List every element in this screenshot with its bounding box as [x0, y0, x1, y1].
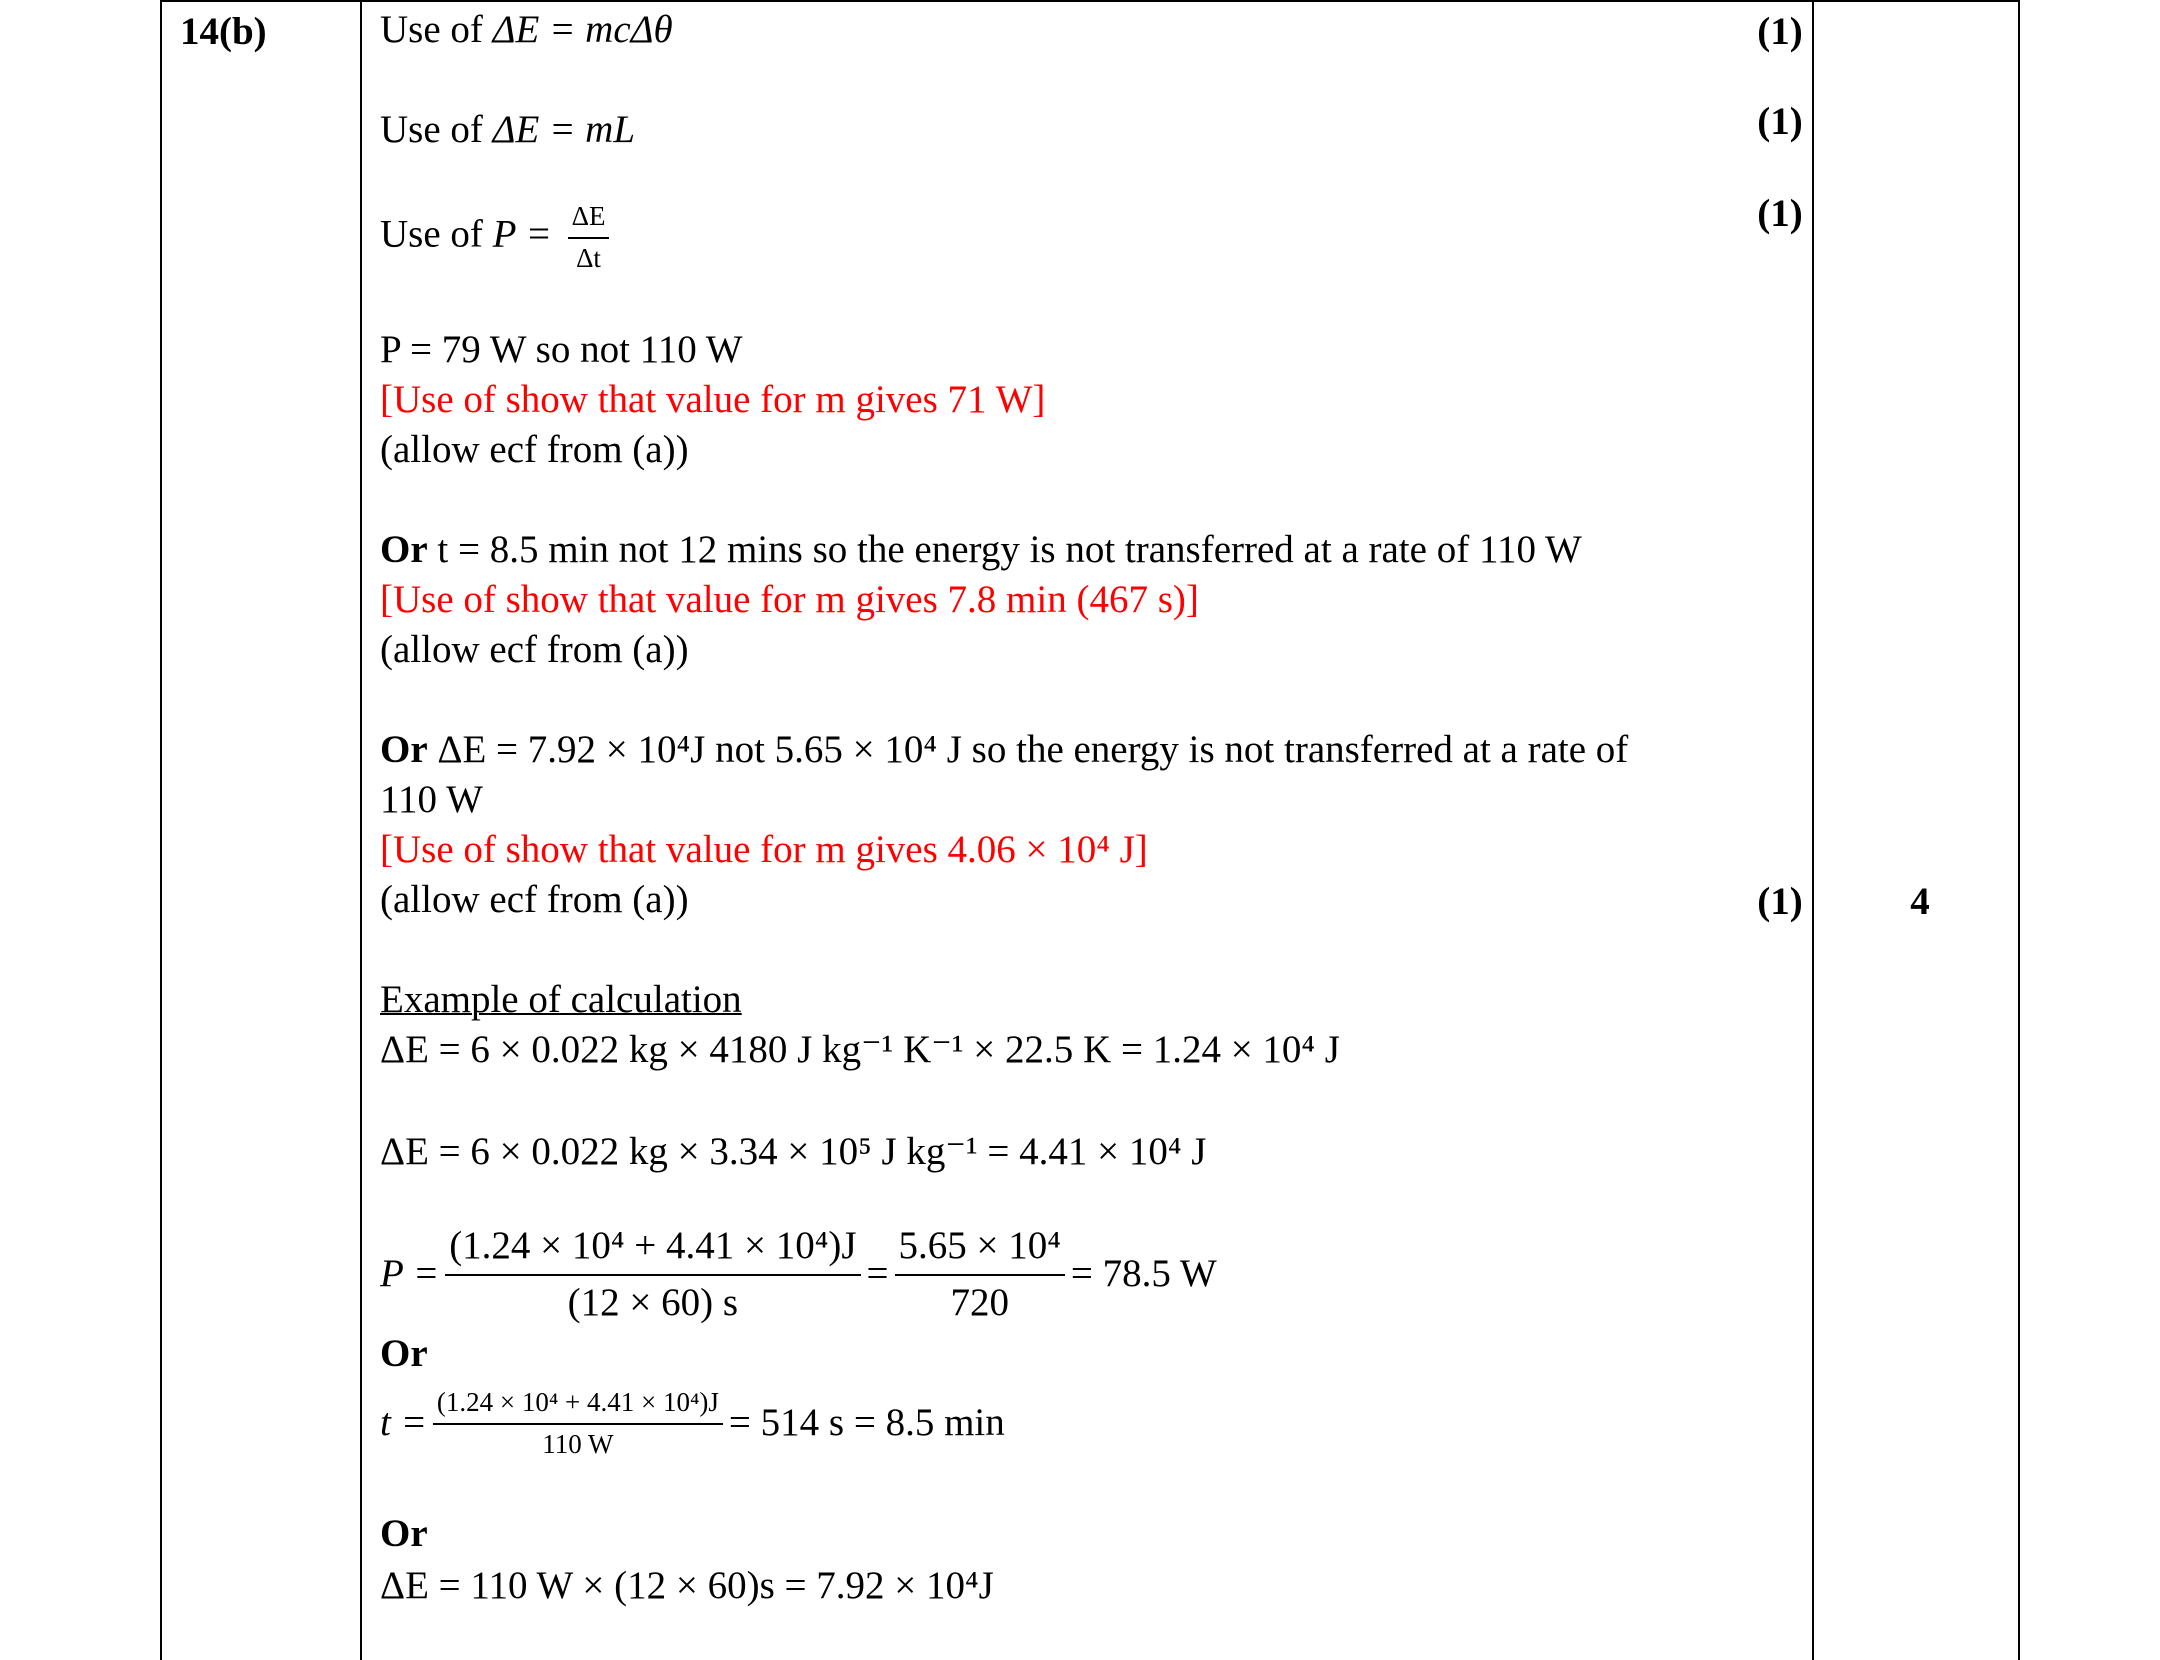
question-number: 14(b) — [180, 10, 267, 53]
alt3-or-label: Or — [380, 728, 428, 771]
mark-point-2-equation: ΔE = mL — [492, 108, 636, 151]
alt3-statement — [380, 726, 1628, 775]
alt1-statement: P = 79 W so not 110 W — [380, 328, 743, 371]
alt3-ecf-note: (allow ecf from (a)) — [380, 878, 689, 921]
mark-point-2 — [380, 106, 635, 155]
alt2-ecf-note: (allow ecf from (a)) — [380, 628, 689, 671]
example-equation-3 — [380, 1222, 1217, 1328]
eq3-result: = 78.5 W — [1070, 1252, 1217, 1296]
eq3-numerator-1: (1.24 × 10⁴ + 4.41 × 10⁴)J — [445, 1222, 860, 1276]
alt3-text: ΔE = 7.92 × 10⁴J not 5.65 × 10⁴ J so the energy is not transferred at a rate of — [437, 728, 1629, 771]
eq3-fraction-1 — [445, 1222, 860, 1328]
eq4-numerator: (1.24 × 10⁴ + 4.41 × 10⁴)J — [433, 1386, 723, 1425]
eq4-result: = 514 s = 8.5 min — [728, 1401, 1005, 1445]
mark-4: (1) — [1757, 880, 1803, 923]
mark-point-1-equation: ΔE = mcΔθ — [492, 8, 673, 51]
table-border-left — [160, 0, 162, 1660]
example-equation-2: ΔE = 6 × 0.022 kg × 3.34 × 10⁵ J kg⁻¹ = 4.41 × 10⁴ J — [380, 1130, 1207, 1173]
mark-point-3-prefix: Use of — [380, 212, 493, 256]
alt2-text: t = 8.5 min not 12 mins so the energy is not transferred at a rate of 110 W — [437, 528, 1582, 571]
total-marks: 4 — [1910, 880, 1930, 923]
eq3-numerator-2: 5.65 × 10⁴ — [895, 1222, 1065, 1276]
power-fraction-numerator: ΔE — [568, 200, 610, 239]
example-equation-1: ΔE = 6 × 0.022 kg × 4180 J kg⁻¹ K⁻¹ × 22.5 K = 1.24 × 10⁴ J — [380, 1028, 1340, 1071]
eq3-denominator-1: (12 × 60) s — [567, 1280, 739, 1324]
eq3-denominator-2: 720 — [950, 1280, 1009, 1324]
mark-point-3 — [380, 200, 615, 276]
eq3-equals: = — [866, 1252, 889, 1296]
eq3-lhs: P = — [380, 1252, 440, 1296]
table-border-right — [2018, 0, 2020, 1660]
mark-point-1-prefix: Use of — [380, 8, 493, 51]
mark-2: (1) — [1757, 100, 1803, 143]
example-equation-5: ΔE = 110 W × (12 × 60)s = 7.92 × 10⁴J — [380, 1564, 994, 1607]
example-or-1: Or — [380, 1332, 428, 1375]
example-equation-4 — [380, 1386, 1005, 1462]
column-divider-1 — [360, 0, 362, 1660]
alt1-show-that-note: [Use of show that value for m gives 71 W] — [380, 378, 1046, 421]
example-heading — [380, 976, 742, 1025]
mark-point-1 — [380, 6, 673, 55]
mark-1: (1) — [1757, 10, 1803, 53]
alt3-show-that-note: [Use of show that value for m gives 4.06 × 10⁴ J] — [380, 828, 1148, 871]
eq4-lhs: t = — [380, 1401, 427, 1445]
alt1-ecf-note: (allow ecf from (a)) — [380, 428, 689, 471]
example-or-2: Or — [380, 1512, 428, 1555]
example-heading-text: Example of calculation — [380, 978, 742, 1021]
alt3-statement-continued: 110 W — [380, 778, 483, 821]
eq4-denominator: 110 W — [542, 1428, 614, 1459]
mark-point-2-prefix: Use of — [380, 108, 493, 151]
eq3-fraction-2 — [895, 1222, 1065, 1328]
mark-3: (1) — [1757, 192, 1803, 235]
power-fraction-denominator: Δt — [576, 242, 601, 273]
power-fraction — [568, 200, 610, 276]
alt2-or-label: Or — [380, 528, 428, 571]
alt2-statement — [380, 526, 1582, 575]
alt2-show-that-note: [Use of show that value for m gives 7.8 min (467 s)] — [380, 578, 1199, 621]
eq4-fraction — [433, 1386, 723, 1462]
column-divider-2 — [1812, 0, 1814, 1660]
table-top-border — [160, 0, 2020, 2]
mark-point-3-lhs: P = — [492, 212, 552, 256]
